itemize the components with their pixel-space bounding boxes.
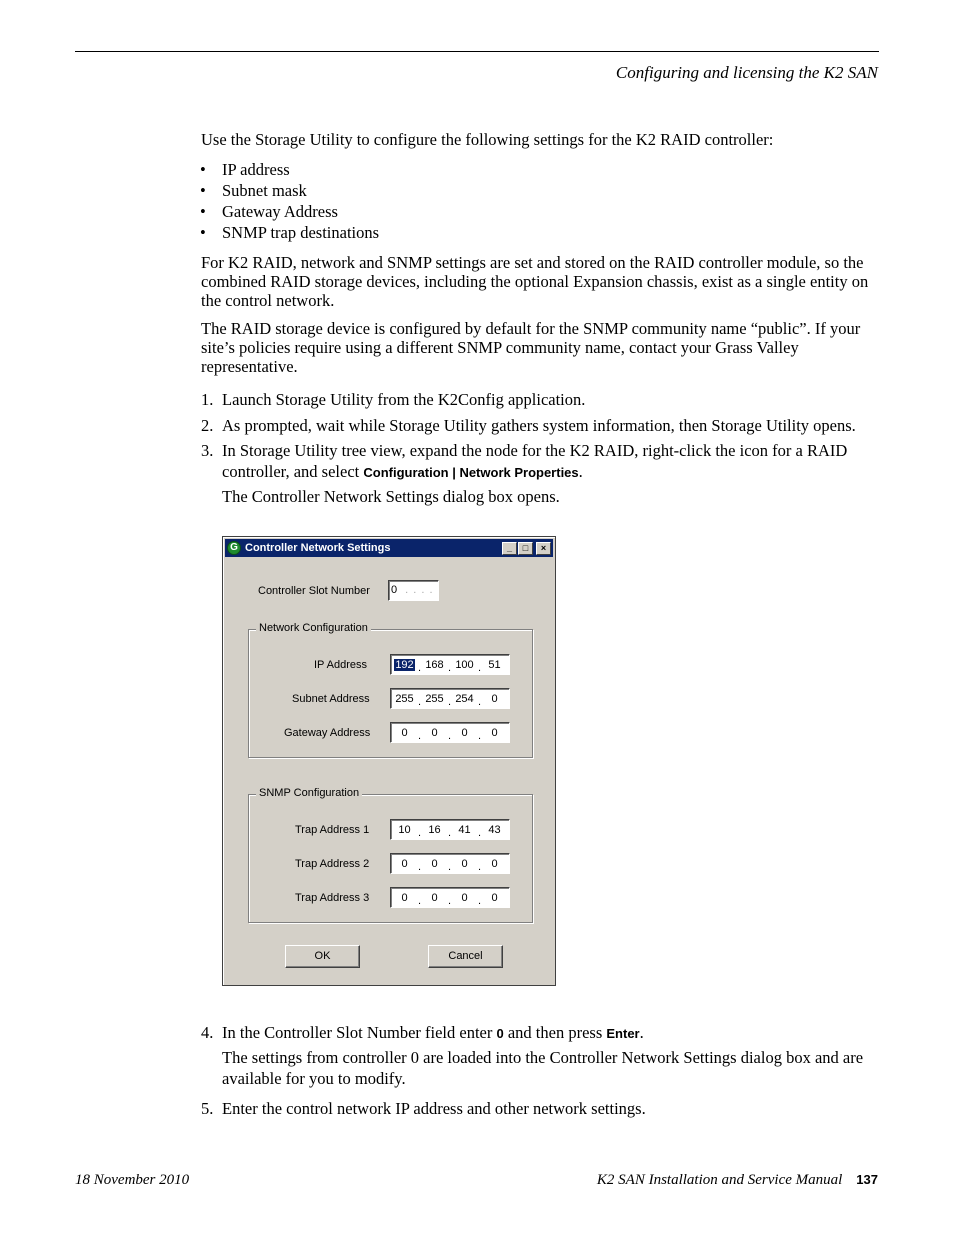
trap-address-1-label: Trap Address 1 [295,824,370,836]
gateway-address-label: Gateway Address [284,727,371,739]
step-1: 1. Launch Storage Utility from the K2Config application. [201,390,586,409]
step-4-result: The settings from controller 0 are loaded into the Controller Network Settings dialog box and are available for you to modify. [222,1048,864,1088]
subnet-address-input[interactable]: 255 . 255 . 254 . 0 [390,688,510,709]
step-3: 3. In Storage Utility tree view, expand the node for the K2 RAID, right-click the icon for a RAID controller, and select Configuration | Network Properties. [201,441,848,481]
footer-manual-and-page [597,1172,878,1189]
running-head: Configuring and licensing the K2 SAN [615,63,878,82]
ok-button[interactable]: OK [285,945,360,968]
settings-bullet-list [200,160,379,244]
ip-address-label: IP Address [314,659,367,671]
network-group-title: Network Configuration [256,622,371,634]
page-number: 137 [856,1172,878,1187]
subnet-address-label: Subnet Address [292,693,370,705]
dialog-titlebar[interactable] [225,539,553,557]
header-rule [75,51,879,52]
trap-address-2-input[interactable]: 0 . 0 . 0 . 0 [390,853,510,874]
menu-path: Configuration | Network Properties [363,465,579,480]
minimize-button[interactable]: _ [502,542,517,555]
step-4: 4. In the Controller Slot Number field enter 0 and then press Enter. [201,1023,644,1042]
bullet-item: • IP address [200,160,290,179]
controller-network-settings-dialog [222,536,556,986]
footer-date: 18 November 2010 [75,1172,190,1188]
intro-paragraph: Use the Storage Utility to configure the following settings for the K2 RAID controller: [201,130,774,149]
bullet-item: • Subnet mask [200,181,307,200]
app-icon: G [227,541,241,555]
close-button[interactable]: × [536,542,551,555]
snmp-community-paragraph: The RAID storage device is configured by default for the SNMP community name “public”. If your site’s policies require using a different SNMP community name, contact your Grass Valley representative. [201,319,861,376]
trap-address-2-label: Trap Address 2 [295,858,370,870]
slot-number-input[interactable]: 0 . . . . [388,580,439,601]
cancel-button[interactable]: Cancel [428,945,503,968]
step-2: 2. As prompted, wait while Storage Utility gathers system information, then Storage Utility opens. [201,416,856,435]
slot-number-label: Controller Slot Number [258,585,370,597]
maximize-button[interactable]: □ [518,542,533,555]
trap-address-1-input[interactable]: 10 . 16 . 41 . 43 [390,819,510,840]
snmp-group-title: SNMP Configuration [256,787,362,799]
gateway-address-input[interactable]: 0 . 0 . 0 . 0 [390,722,510,743]
step-3-result: The Controller Network Settings dialog box opens. [222,487,560,506]
trap-address-3-input[interactable]: 0 . 0 . 0 . 0 [390,887,510,908]
ip-address-input[interactable]: 192 . 168 . 100 . 51 [390,654,510,675]
bullet-item: • SNMP trap destinations [200,223,380,242]
raid-network-paragraph: For K2 RAID, network and SNMP settings are set and stored on the RAID controller module, so the combined RAID storage devices, including the optional Expansion chassis, exist as a single entity on the control network. [201,253,869,310]
step-5: 5. Enter the control network IP address and other network settings. [201,1099,646,1118]
dialog-title: Controller Network Settings [245,542,391,554]
footer-manual-title: K2 SAN Installation and Service Manual [596,1172,843,1188]
bullet-item: • Gateway Address [200,202,338,221]
trap-address-3-label: Trap Address 3 [295,892,370,904]
